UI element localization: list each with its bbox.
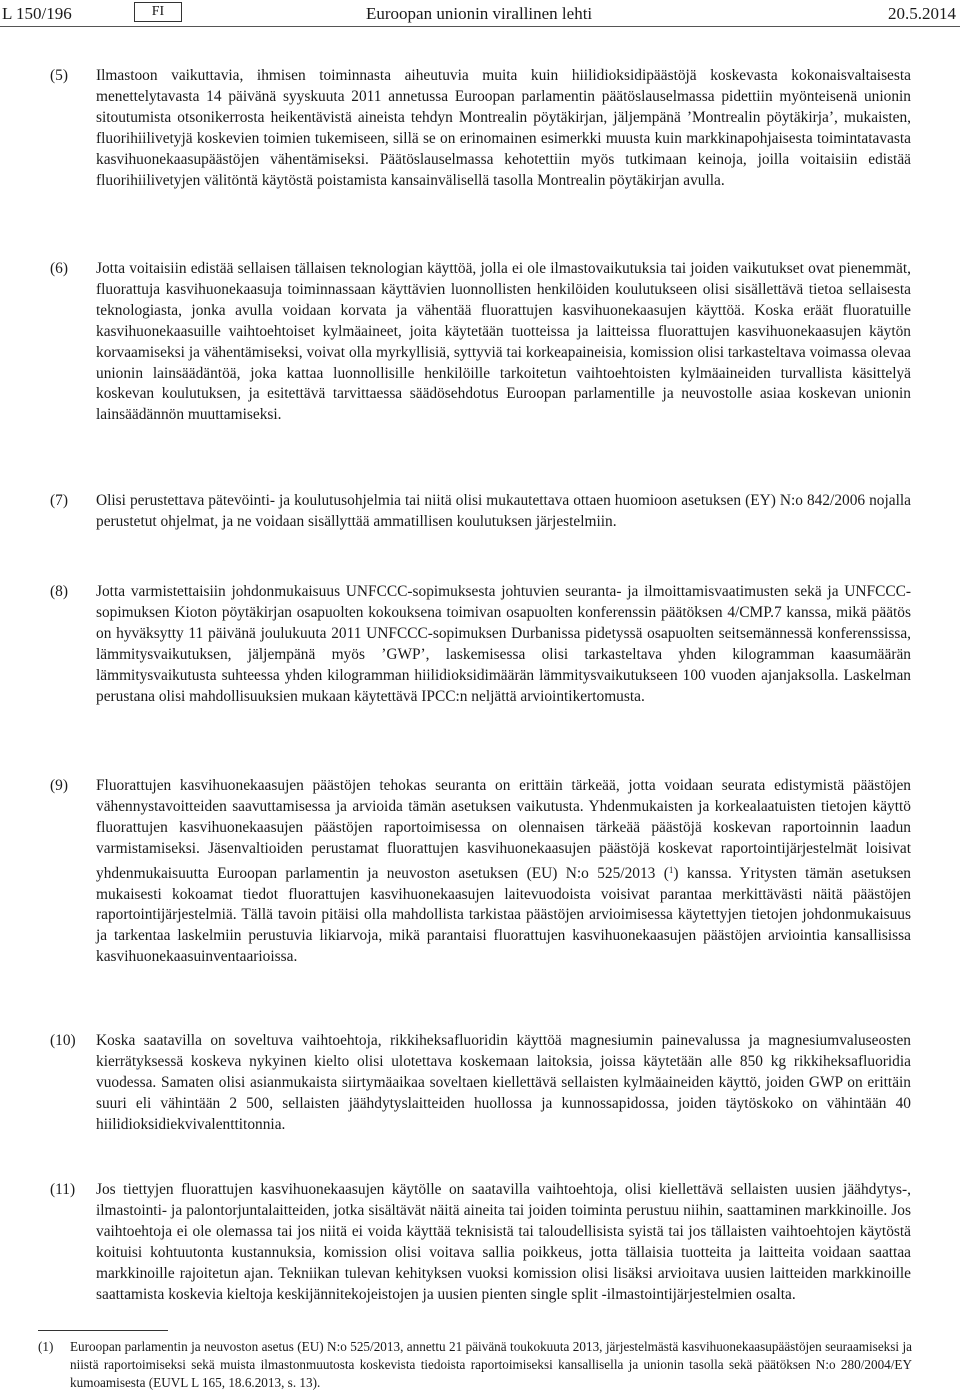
recital-number: (6): [50, 260, 68, 277]
header-divider: [0, 26, 960, 27]
recital-text: Jotta varmistettaisiin johdonmukaisuus UNFCCC-sopimuksesta johtuvien seuranta- ja ilmoittamisvaatimusten sekä ja UNFCCC-sopimuksen Kioton pöytäkirjan osapuolten kokouksena toimivan osapuolten konferenssin päätöksen 4/CMP.7 kanssa, mikä päätös on hyväksytty 11 päivänä joulukuuta 2011 UNFCCC-sopimuksen Durbanissa pidetyssä osapuolten seitsemännessä konferenssissa, lämmitysvaikutuksen, jäljempänä myös ’GWP’, laskemisessa olisi tarkasteltava yhden kilogramman kaasumäärän lämmitysvaikutusta suhteessa yhden kilogramman hiilidioksidimäärän lämmitysvaikutukseen 100 vuoden ajanjaksolla. Laskelman perustana olisi mahdollisuuksien mukaan käytettävä IPCC:n neljättä arviointikertomusta.: [96, 583, 911, 705]
recital-text-part: ) kanssa. Yritysten tämän asetuksen mukaisesti kokoamat tiedot fluorattujen kasvihuonekaasujen laitevuodoista voisivat parantaa merkittävästi näitä päästöjen raportointijärjestelmiä. Tällä tavoin pitäisi olla mahdollista tarkistaa päästöjen arvioimisessa käytettyjen tietojen johdonmukaisuus ja tarkentaa laskelmiin perustuvia likiarvoja, mikä parantaisi fluorattujen kasvihuonekaasujen päästöjen arviointia kansallisissa kasvihuonekaasuinventaarioissa.: [96, 864, 911, 966]
recital-text: [96, 776, 911, 968]
recital-number: (7): [50, 492, 68, 509]
recital-text: Jos tiettyjen fluorattujen kasvihuonekaasujen käytölle on saatavilla vaihtoehtoja, olisi kiellettävä sellaisten uusien jäähdytys-, ilmastointi- ja palontorjuntalaitteiden, jotka sisältävät näitä aineita tai joiden toiminta perustuu niihin, saattaminen markkinoille. Jos vaihtoehtoja ei ole olemassa tai jos niitä ei voida käyttää teknisistä tai taloudellisista syistä tai jos tällaisten vaihtoehtojen käytöstä koituisi kohtuutonta kustannuksia, komission olisi voitava sallia poikkeus, jotta tällaisia tuotteita ja laitteita voidaan saattaa markkinoille rajoitetun ajan. Tekniikan tulevan kehityksen vuoksi komission olisi lisäksi arvioitava uusien laitteiden markkinoille saattamista koskevia kieltoja keskijännitekojeistojen ja uusien pienten single split -ilmastointijärjestelmien osalta.: [96, 1181, 911, 1303]
page-header: [0, 2, 960, 26]
recital-text: Jotta voitaisiin edistää sellaisen tällaisen teknologian käyttöä, jolla ei ole ilmastovaikutuksia tai joiden vaikutukset ovat pienemmät, fluorattuja kasvihuonekaasuja toiminnassaan käyttävien luonnollisten henkilöiden koulutukseen olisi sisällettävä tietoa sellaisesta teknologiasta, jonka avulla voidaan korvata ja vähentää fluorattujen kasvihuonekaasujen käyttöä. Koska eräät fluoratuille kasvihuonekaasuille vaihtoehtoiset kylmäaineet, joita käytetään tuotteissa ja laitteissa fluorattujen kasvihuonekaasujen käytön korvaamiseksi ja vähentämiseksi, voivat olla myrkyllisiä, syttyviä tai korkeapaineisia, komission olisi tarkasteltava voimassa olevaa unionin lainsäädäntöä, joka kattaa luonnollisille henkilöille tarkoitetun vaihtoehtoisten kylmäaineiden turvallista käsittelyä koskevan koulutuksen, ja esitettävä tarvittaessa säädösehdotus Euroopan parlamentille ja neuvostolle asiaa koskevan unionin lainsäädännön muuttamiseksi.: [96, 260, 911, 424]
publication-date: 20.5.2014: [888, 4, 956, 23]
footnote-reference[interactable]: 1: [668, 864, 674, 875]
language-code-box: FI: [134, 2, 182, 22]
page-reference: L 150/196: [2, 4, 72, 23]
footnote-divider: [38, 1330, 168, 1331]
journal-title: Euroopan unionin virallinen lehti: [366, 4, 593, 23]
recital-number: (9): [50, 777, 68, 794]
recital-number: (8): [50, 583, 68, 600]
recital-number: (5): [50, 67, 68, 84]
footnote-text: Euroopan parlamentin ja neuvoston asetus (EU) N:o 525/2013, annettu 21 päivänä toukokuuta 2013, järjestelmästä kasvihuonekaasupäästöjen seuraamiseksi ja niistä raportoimiseksi sekä muista ilmastonmuutosta koskevista tiedoista raportoimiseksi kansallisella ja unionin tasolla sekä päätöksen N:o 280/2004/EY kumoamisesta (EUVL L 165, 18.6.2013, s. 13).: [70, 1339, 912, 1390]
recital-text: Koska saatavilla on soveltuva vaihtoehtoja, rikkiheksafluoridin käyttöä magnesiumin painevalussa ja magnesiumvaluseosten kierrätyksessä koskeva nykyinen kielto olisi ulotettava koskemaan laitoksia, joissa käytetään alle 850 kg rikkiheksafluoridia vuodessa. Samaten olisi asianmukaista siirtymäaikaa soveltaen kiellettävä sellaisten kylmäaineiden käyttö, joiden GWP on erittäin suuri eli vähintään 2 500, sellaisten jäähdytyslaitteiden huollossa ja kunnossapidossa, joiden täytöskoko on vähintään 40 hiilidioksidiekvivalenttitonnia.: [96, 1032, 911, 1133]
recital-text: Olisi perustettava pätevöinti- ja koulutusohjelmia tai niitä olisi mukautettava ottaen huomioon asetuksen (EY) N:o 842/2006 nojalla perustetut ohjelmat, ja ne voidaan sisällyttää ammatillisen koulutuksen järjestelmiin.: [96, 492, 911, 530]
footnote-number: (1): [38, 1339, 54, 1354]
recital-number: (11): [50, 1181, 76, 1198]
recital-number: (10): [50, 1032, 76, 1049]
recital-text-part: Fluorattujen kasvihuonekaasujen päästöjen tehokas seuranta on erittäin tärkeää, jotta voidaan seurata edistymistä päästöjen vähennystavoitteiden saavuttamisessa ja arvioida tämän asetuksen vaikutusta. Yhdenmukaisten ja korkealaatuisten tietojen käyttö fluorattujen kasvihuonekaasujen päästöjen raportoimisessa on olennaisen tärkeää päästöjä koskevan raportoinnin laadun varmistamiseksi. Jäsenvaltioiden perustamat fluorattujen kasvihuonekaasujen päästöjä koskevat raportointijärjestelmät loisivat yhdenmukaisuutta Euroopan parlamentin ja neuvoston asetuksen (EU) N:o 525/2013 (: [96, 777, 911, 882]
recital-text: Ilmastoon vaikuttavia, ihmisen toiminnasta aiheutuvia muita kuin hiilidioksidipäästöjä koskevasta kokonaisvaltaisesta menettelytavasta 14 päivänä syyskuuta 2011 annetussa Euroopan parlamentin päätöslauselmassa pidettiin myönteisenä unionin sitoutumista otsonikerrosta heikentävistä aineista tehdyn Montrealin pöytäkirjan, jäljempänä ’Montrealin pöytäkirja’, mukaisten, fluorihiilivetyjä koskevien toimien tukemiseen, sillä se on erinomainen esimerkki muusta kuin markkinapohjaisesta toimintatavasta kasvihuonekaasupäästöjen vähentämiseksi. Päätöslauselmassa kehotettiin myös tutkimaan keinoja, joilla voitaisiin edistää fluorihiilivetyjen välitöntä käytöstä poistamista kansainvälisellä tasolla Montrealin pöytäkirjan avulla.: [96, 67, 911, 189]
